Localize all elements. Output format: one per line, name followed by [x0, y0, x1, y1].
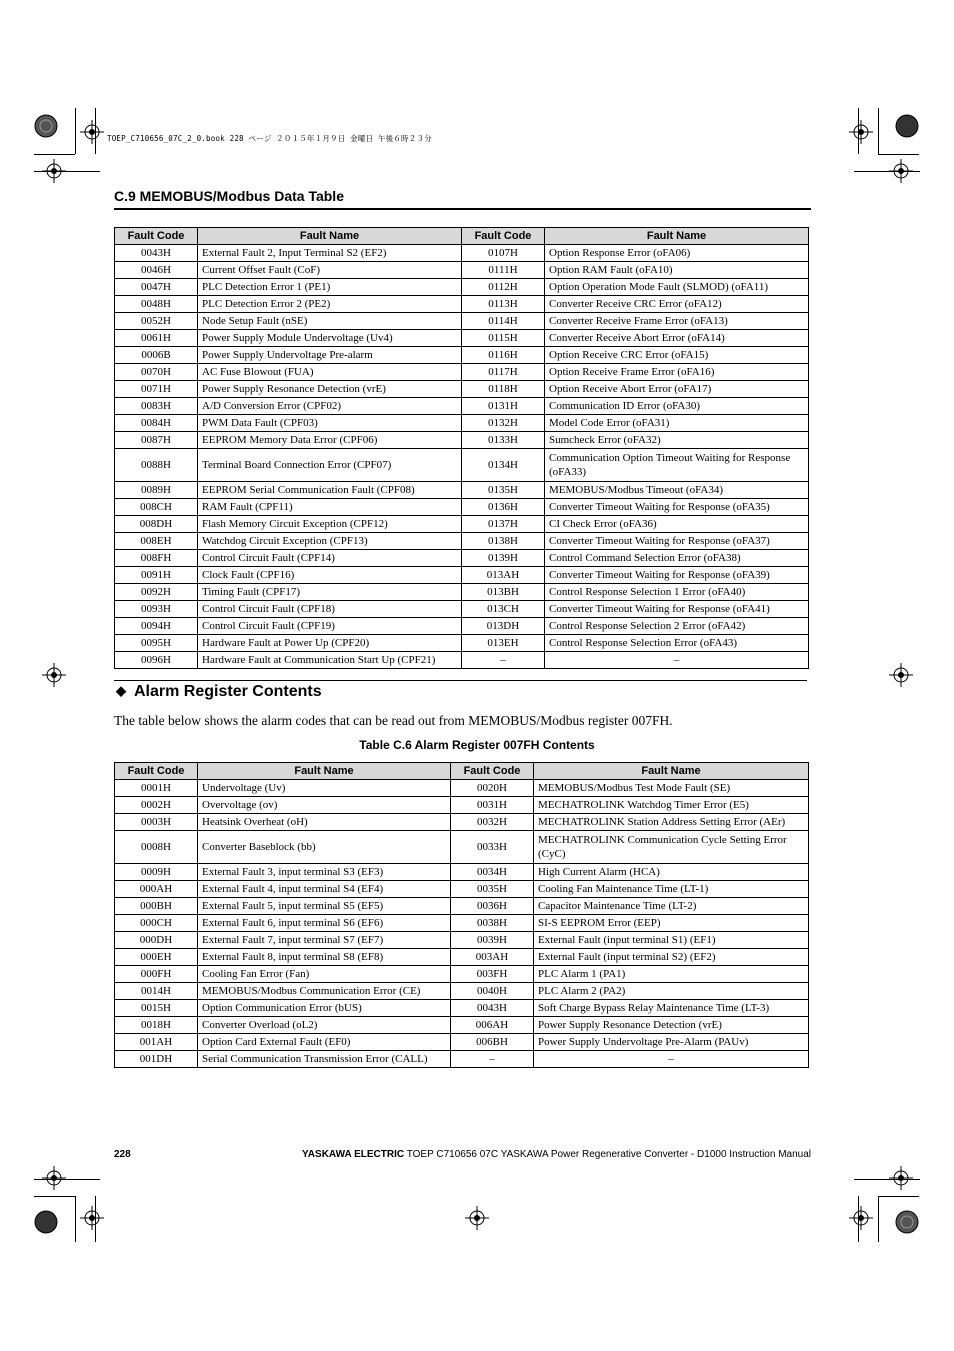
fault-code-cell: 0038H [451, 915, 534, 932]
table-row [115, 398, 809, 415]
fault-code-cell: 0114H [462, 313, 545, 330]
fault-code-cell: 001DH [115, 1051, 198, 1068]
table-row [115, 432, 809, 449]
fault-name-cell: External Fault (input terminal S1) (EF1) [534, 932, 809, 949]
print-header-note: TOEP_C710656_07C_2_0.book 228 ページ ２０１５年１月９日 金曜日 午後６時２３分 [107, 134, 432, 143]
fault-code-cell: 0094H [115, 618, 198, 635]
fault-code-cell: 0043H [451, 1000, 534, 1017]
fault-name-cell: Clock Fault (CPF16) [198, 567, 462, 584]
fault-code-cell: 0111H [462, 262, 545, 279]
column-header: Fault Name [534, 763, 809, 780]
fault-code-cell: 013EH [462, 635, 545, 652]
table-row [115, 601, 809, 618]
fault-code-cell: 006AH [451, 1017, 534, 1034]
fault-code-cell: – [451, 1051, 534, 1068]
fault-name-cell: Heatsink Overheat (oH) [198, 814, 451, 831]
fault-code-cell: 0047H [115, 279, 198, 296]
table-row [115, 797, 809, 814]
fault-code-cell: 0134H [462, 449, 545, 482]
fault-code-cell: 0009H [115, 864, 198, 881]
fault-name-cell: Control Response Selection 2 Error (oFA42) [545, 618, 809, 635]
fault-name-cell: Converter Timeout Waiting for Response (oFA35) [545, 499, 809, 516]
registration-target-icon [42, 159, 66, 183]
fault-code-cell: 0036H [451, 898, 534, 915]
page-number: 228 [114, 1149, 131, 1160]
fault-name-cell: Timing Fault (CPF17) [198, 584, 462, 601]
fault-name-cell: Flash Memory Circuit Exception (CPF12) [198, 516, 462, 533]
table-row [115, 567, 809, 584]
fault-code-cell: 0001H [115, 780, 198, 797]
fault-code-cell: 008EH [115, 533, 198, 550]
fault-code-cell: 0135H [462, 482, 545, 499]
fault-code-cell: 0116H [462, 347, 545, 364]
fault-code-cell: 008CH [115, 499, 198, 516]
column-header: Fault Code [462, 228, 545, 245]
table-row [115, 831, 809, 864]
fault-code-cell: 0091H [115, 567, 198, 584]
fault-code-cell: 0002H [115, 797, 198, 814]
table-row [115, 313, 809, 330]
fault-name-cell: Hardware Fault at Communication Start Up (CPF21) [198, 652, 462, 669]
fault-code-cell: 0014H [115, 983, 198, 1000]
fault-name-cell: Converter Receive CRC Error (oFA12) [545, 296, 809, 313]
fault-code-cell: 0118H [462, 381, 545, 398]
color-bar-circle-icon [895, 1210, 919, 1234]
fault-code-cell: 003AH [451, 949, 534, 966]
fault-name-cell: Sumcheck Error (oFA32) [545, 432, 809, 449]
fault-code-cell: 0046H [115, 262, 198, 279]
fault-code-cell: 0061H [115, 330, 198, 347]
fault-name-cell: Option Operation Mode Fault (SLMOD) (oFA11) [545, 279, 809, 296]
fault-code-cell: 008FH [115, 550, 198, 567]
column-header: Fault Name [198, 228, 462, 245]
fault-code-cell: – [462, 652, 545, 669]
fault-name-cell: Node Setup Fault (nSE) [198, 313, 462, 330]
table-row [115, 983, 809, 1000]
table-row [115, 415, 809, 432]
column-header: Fault Code [115, 228, 198, 245]
column-header: Fault Code [451, 763, 534, 780]
fault-code-cell: 013BH [462, 584, 545, 601]
fault-code-cell: 0139H [462, 550, 545, 567]
table-row [115, 584, 809, 601]
fault-code-cell: 0031H [451, 797, 534, 814]
fault-name-cell: CI Check Error (oFA36) [545, 516, 809, 533]
fault-code-cell: 0132H [462, 415, 545, 432]
fault-name-cell: Converter Timeout Waiting for Response (oFA41) [545, 601, 809, 618]
fault-name-cell: Converter Baseblock (bb) [198, 831, 451, 864]
fault-code-cell: 0117H [462, 364, 545, 381]
fault-name-cell: Control Circuit Fault (CPF18) [198, 601, 462, 618]
table-row [115, 652, 809, 669]
table-row [115, 516, 809, 533]
fault-name-cell: Power Supply Resonance Detection (vrE) [534, 1017, 809, 1034]
table-row [115, 550, 809, 567]
fault-name-cell: Converter Timeout Waiting for Response (oFA37) [545, 533, 809, 550]
fault-name-cell: External Fault 2, Input Terminal S2 (EF2) [198, 245, 462, 262]
registration-target-icon [889, 159, 913, 183]
fault-code-cell: 0137H [462, 516, 545, 533]
fault-code-cell: 0138H [462, 533, 545, 550]
fault-code-cell: 0092H [115, 584, 198, 601]
fault-name-cell: PLC Alarm 1 (PA1) [534, 966, 809, 983]
fault-name-cell: Cooling Fan Maintenance Time (LT-1) [534, 881, 809, 898]
fault-name-cell: Watchdog Circuit Exception (CPF13) [198, 533, 462, 550]
fault-name-cell: Cooling Fan Error (Fan) [198, 966, 451, 983]
fault-code-cell: 000FH [115, 966, 198, 983]
table-row [115, 364, 809, 381]
color-bar-circle-icon [34, 1210, 58, 1234]
section-divider [114, 208, 811, 210]
fault-name-cell: RAM Fault (CPF11) [198, 499, 462, 516]
fault-code-cell: 0096H [115, 652, 198, 669]
fault-name-cell: External Fault 4, input terminal S4 (EF4) [198, 881, 451, 898]
fault-code-cell: 0052H [115, 313, 198, 330]
fault-name-cell: High Current Alarm (HCA) [534, 864, 809, 881]
fault-code-cell: 0083H [115, 398, 198, 415]
fault-name-cell: Option Communication Error (bUS) [198, 1000, 451, 1017]
fault-name-cell: Control Circuit Fault (CPF19) [198, 618, 462, 635]
fault-code-cell: 008DH [115, 516, 198, 533]
footer-title [302, 1149, 811, 1160]
fault-name-cell: – [534, 1051, 809, 1068]
fault-code-cell: 0003H [115, 814, 198, 831]
table-row [115, 932, 809, 949]
table-row [115, 898, 809, 915]
fault-name-cell: Option Receive Abort Error (oFA17) [545, 381, 809, 398]
alarm-heading-text: Alarm Register Contents [134, 683, 322, 700]
fault-name-cell: External Fault (input terminal S2) (EF2) [534, 949, 809, 966]
fault-name-cell: External Fault 6, input terminal S6 (EF6) [198, 915, 451, 932]
alarm-heading [116, 683, 322, 701]
fault-name-cell: Option Response Error (oFA06) [545, 245, 809, 262]
fault-name-cell: Power Supply Module Undervoltage (Uv4) [198, 330, 462, 347]
table-row [115, 347, 809, 364]
fault-code-cell: 0088H [115, 449, 198, 482]
fault-name-cell: PWM Data Fault (CPF03) [198, 415, 462, 432]
table-row [115, 1000, 809, 1017]
fault-name-cell: MEMOBUS/Modbus Test Mode Fault (SE) [534, 780, 809, 797]
table-row [115, 864, 809, 881]
color-bar-circle-icon [895, 114, 919, 138]
fault-name-cell: Communication ID Error (oFA30) [545, 398, 809, 415]
fault-code-cell: 0070H [115, 364, 198, 381]
fault-code-cell: 0115H [462, 330, 545, 347]
table-row [115, 381, 809, 398]
fault-name-cell: Capacitor Maintenance Time (LT-2) [534, 898, 809, 915]
fault-name-cell: Converter Receive Abort Error (oFA14) [545, 330, 809, 347]
fault-code-cell: 0039H [451, 932, 534, 949]
fault-code-cell: 0136H [462, 499, 545, 516]
fault-code-cell: 0133H [462, 432, 545, 449]
fault-code-cell: 0087H [115, 432, 198, 449]
registration-target-icon [80, 120, 104, 144]
fault-name-cell: Model Code Error (oFA31) [545, 415, 809, 432]
fault-name-cell: Option Receive CRC Error (oFA15) [545, 347, 809, 364]
diamond-bullet-icon: ◆ [116, 683, 126, 698]
color-bar-circle-icon [34, 114, 58, 138]
fault-code-cell: 000AH [115, 881, 198, 898]
table-row [115, 814, 809, 831]
fault-name-cell: Control Command Selection Error (oFA38) [545, 550, 809, 567]
fault-name-cell: EEPROM Memory Data Error (CPF06) [198, 432, 462, 449]
section-title: C.9 MEMOBUS/Modbus Data Table [114, 188, 344, 204]
registration-target-icon [42, 1166, 66, 1190]
fault-code-cell: 0006B [115, 347, 198, 364]
footer-brand: YASKAWA ELECTRIC [302, 1149, 405, 1160]
column-header: Fault Code [115, 763, 198, 780]
fault-code-cell: 0095H [115, 635, 198, 652]
fault-code-cell: 0131H [462, 398, 545, 415]
table-row [115, 1034, 809, 1051]
table-row [115, 279, 809, 296]
table-row [115, 635, 809, 652]
fault-code-cell: 0015H [115, 1000, 198, 1017]
fault-name-cell: Converter Overload (oL2) [198, 1017, 451, 1034]
fault-name-cell: Option Receive Frame Error (oFA16) [545, 364, 809, 381]
fault-name-cell: External Fault 8, input terminal S8 (EF8) [198, 949, 451, 966]
registration-target-icon [889, 1166, 913, 1190]
fault-name-cell: MECHATROLINK Communication Cycle Setting Error (CyC) [534, 831, 809, 864]
table-row [115, 966, 809, 983]
fault-code-cell: 000EH [115, 949, 198, 966]
fault-name-cell: Current Offset Fault (CoF) [198, 262, 462, 279]
table-row [115, 482, 809, 499]
fault-name-cell: PLC Alarm 2 (PA2) [534, 983, 809, 1000]
table-row [115, 618, 809, 635]
registration-target-icon [465, 1206, 489, 1230]
fault-code-cell: 000BH [115, 898, 198, 915]
table-row [115, 262, 809, 279]
fault-name-cell: AC Fuse Blowout (FUA) [198, 364, 462, 381]
fault-code-cell: 013DH [462, 618, 545, 635]
table-row [115, 881, 809, 898]
fault-code-cell: 0040H [451, 983, 534, 1000]
fault-name-cell: Undervoltage (Uv) [198, 780, 451, 797]
fault-code-cell: 0034H [451, 864, 534, 881]
fault-name-cell: Option Card External Fault (EF0) [198, 1034, 451, 1051]
fault-code-cell: 0089H [115, 482, 198, 499]
fault-code-cell: 0071H [115, 381, 198, 398]
alarm-code-table [114, 762, 809, 1068]
fault-code-cell: 0043H [115, 245, 198, 262]
fault-name-cell: Terminal Board Connection Error (CPF07) [198, 449, 462, 482]
fault-code-cell: 0084H [115, 415, 198, 432]
table-row [115, 780, 809, 797]
fault-code-cell: 003FH [451, 966, 534, 983]
table-row [115, 330, 809, 347]
fault-name-cell: A/D Conversion Error (CPF02) [198, 398, 462, 415]
table-row [115, 245, 809, 262]
column-header: Fault Name [545, 228, 809, 245]
registration-target-icon [889, 663, 913, 687]
fault-name-cell: Option RAM Fault (oFA10) [545, 262, 809, 279]
fault-code-cell: 006BH [451, 1034, 534, 1051]
fault-name-cell: PLC Detection Error 2 (PE2) [198, 296, 462, 313]
fault-name-cell: External Fault 5, input terminal S5 (EF5) [198, 898, 451, 915]
fault-name-cell: Power Supply Resonance Detection (vrE) [198, 381, 462, 398]
alarm-section-divider [114, 680, 807, 681]
fault-name-cell: MECHATROLINK Station Address Setting Error (AEr) [534, 814, 809, 831]
fault-name-cell: External Fault 7, input terminal S7 (EF7) [198, 932, 451, 949]
fault-code-cell: 0032H [451, 814, 534, 831]
fault-code-cell: 0035H [451, 881, 534, 898]
fault-name-cell: Converter Receive Frame Error (oFA13) [545, 313, 809, 330]
table-row [115, 499, 809, 516]
table-header-row [115, 228, 809, 245]
fault-name-cell: Communication Option Timeout Waiting for Response (oFA33) [545, 449, 809, 482]
fault-code-cell: 000CH [115, 915, 198, 932]
fault-code-cell: 0048H [115, 296, 198, 313]
fault-code-cell: 0018H [115, 1017, 198, 1034]
fault-code-cell: 013AH [462, 567, 545, 584]
registration-target-icon [849, 1206, 873, 1230]
registration-target-icon [849, 120, 873, 144]
registration-target-icon [80, 1206, 104, 1230]
registration-target-icon [42, 663, 66, 687]
fault-code-cell: 0113H [462, 296, 545, 313]
fault-name-cell: MECHATROLINK Watchdog Timer Error (E5) [534, 797, 809, 814]
table-row [115, 449, 809, 482]
table-header-row [115, 763, 809, 780]
fault-name-cell: Power Supply Undervoltage Pre-alarm [198, 347, 462, 364]
table-row [115, 949, 809, 966]
fault-name-cell: Overvoltage (ov) [198, 797, 451, 814]
table-row [115, 296, 809, 313]
fault-name-cell: EEPROM Serial Communication Fault (CPF08) [198, 482, 462, 499]
fault-name-cell: External Fault 3, input terminal S3 (EF3) [198, 864, 451, 881]
fault-name-cell: MEMOBUS/Modbus Communication Error (CE) [198, 983, 451, 1000]
fault-name-cell: Control Circuit Fault (CPF14) [198, 550, 462, 567]
fault-name-cell: Control Response Selection 1 Error (oFA40) [545, 584, 809, 601]
fault-code-table [114, 227, 809, 669]
fault-name-cell: Serial Communication Transmission Error (CALL) [198, 1051, 451, 1068]
fault-code-cell: 013CH [462, 601, 545, 618]
alarm-intro-text: The table below shows the alarm codes that can be read out from MEMOBUS/Modbus register 007FH. [114, 713, 673, 728]
fault-code-cell: 0107H [462, 245, 545, 262]
fault-code-cell: 001AH [115, 1034, 198, 1051]
fault-code-cell: 0020H [451, 780, 534, 797]
fault-code-cell: 0112H [462, 279, 545, 296]
table-row [115, 533, 809, 550]
fault-code-cell: 0033H [451, 831, 534, 864]
fault-name-cell: Soft Charge Bypass Relay Maintenance Time (LT-3) [534, 1000, 809, 1017]
fault-name-cell: SI-S EEPROM Error (EEP) [534, 915, 809, 932]
fault-code-cell: 000DH [115, 932, 198, 949]
table-row [115, 1051, 809, 1068]
alarm-table-caption: Table C.6 Alarm Register 007FH Contents [359, 738, 595, 752]
table-row [115, 1017, 809, 1034]
fault-code-cell: 0093H [115, 601, 198, 618]
fault-name-cell: Hardware Fault at Power Up (CPF20) [198, 635, 462, 652]
table-row [115, 915, 809, 932]
fault-name-cell: PLC Detection Error 1 (PE1) [198, 279, 462, 296]
fault-name-cell: MEMOBUS/Modbus Timeout (oFA34) [545, 482, 809, 499]
fault-name-cell: – [545, 652, 809, 669]
fault-name-cell: Converter Timeout Waiting for Response (oFA39) [545, 567, 809, 584]
fault-code-cell: 0008H [115, 831, 198, 864]
fault-name-cell: Control Response Selection Error (oFA43) [545, 635, 809, 652]
column-header: Fault Name [198, 763, 451, 780]
fault-name-cell: Power Supply Undervoltage Pre-Alarm (PAUv) [534, 1034, 809, 1051]
footer-manual-title: TOEP C710656 07C YASKAWA Power Regenerative Converter - D1000 Instruction Manual [404, 1149, 811, 1160]
